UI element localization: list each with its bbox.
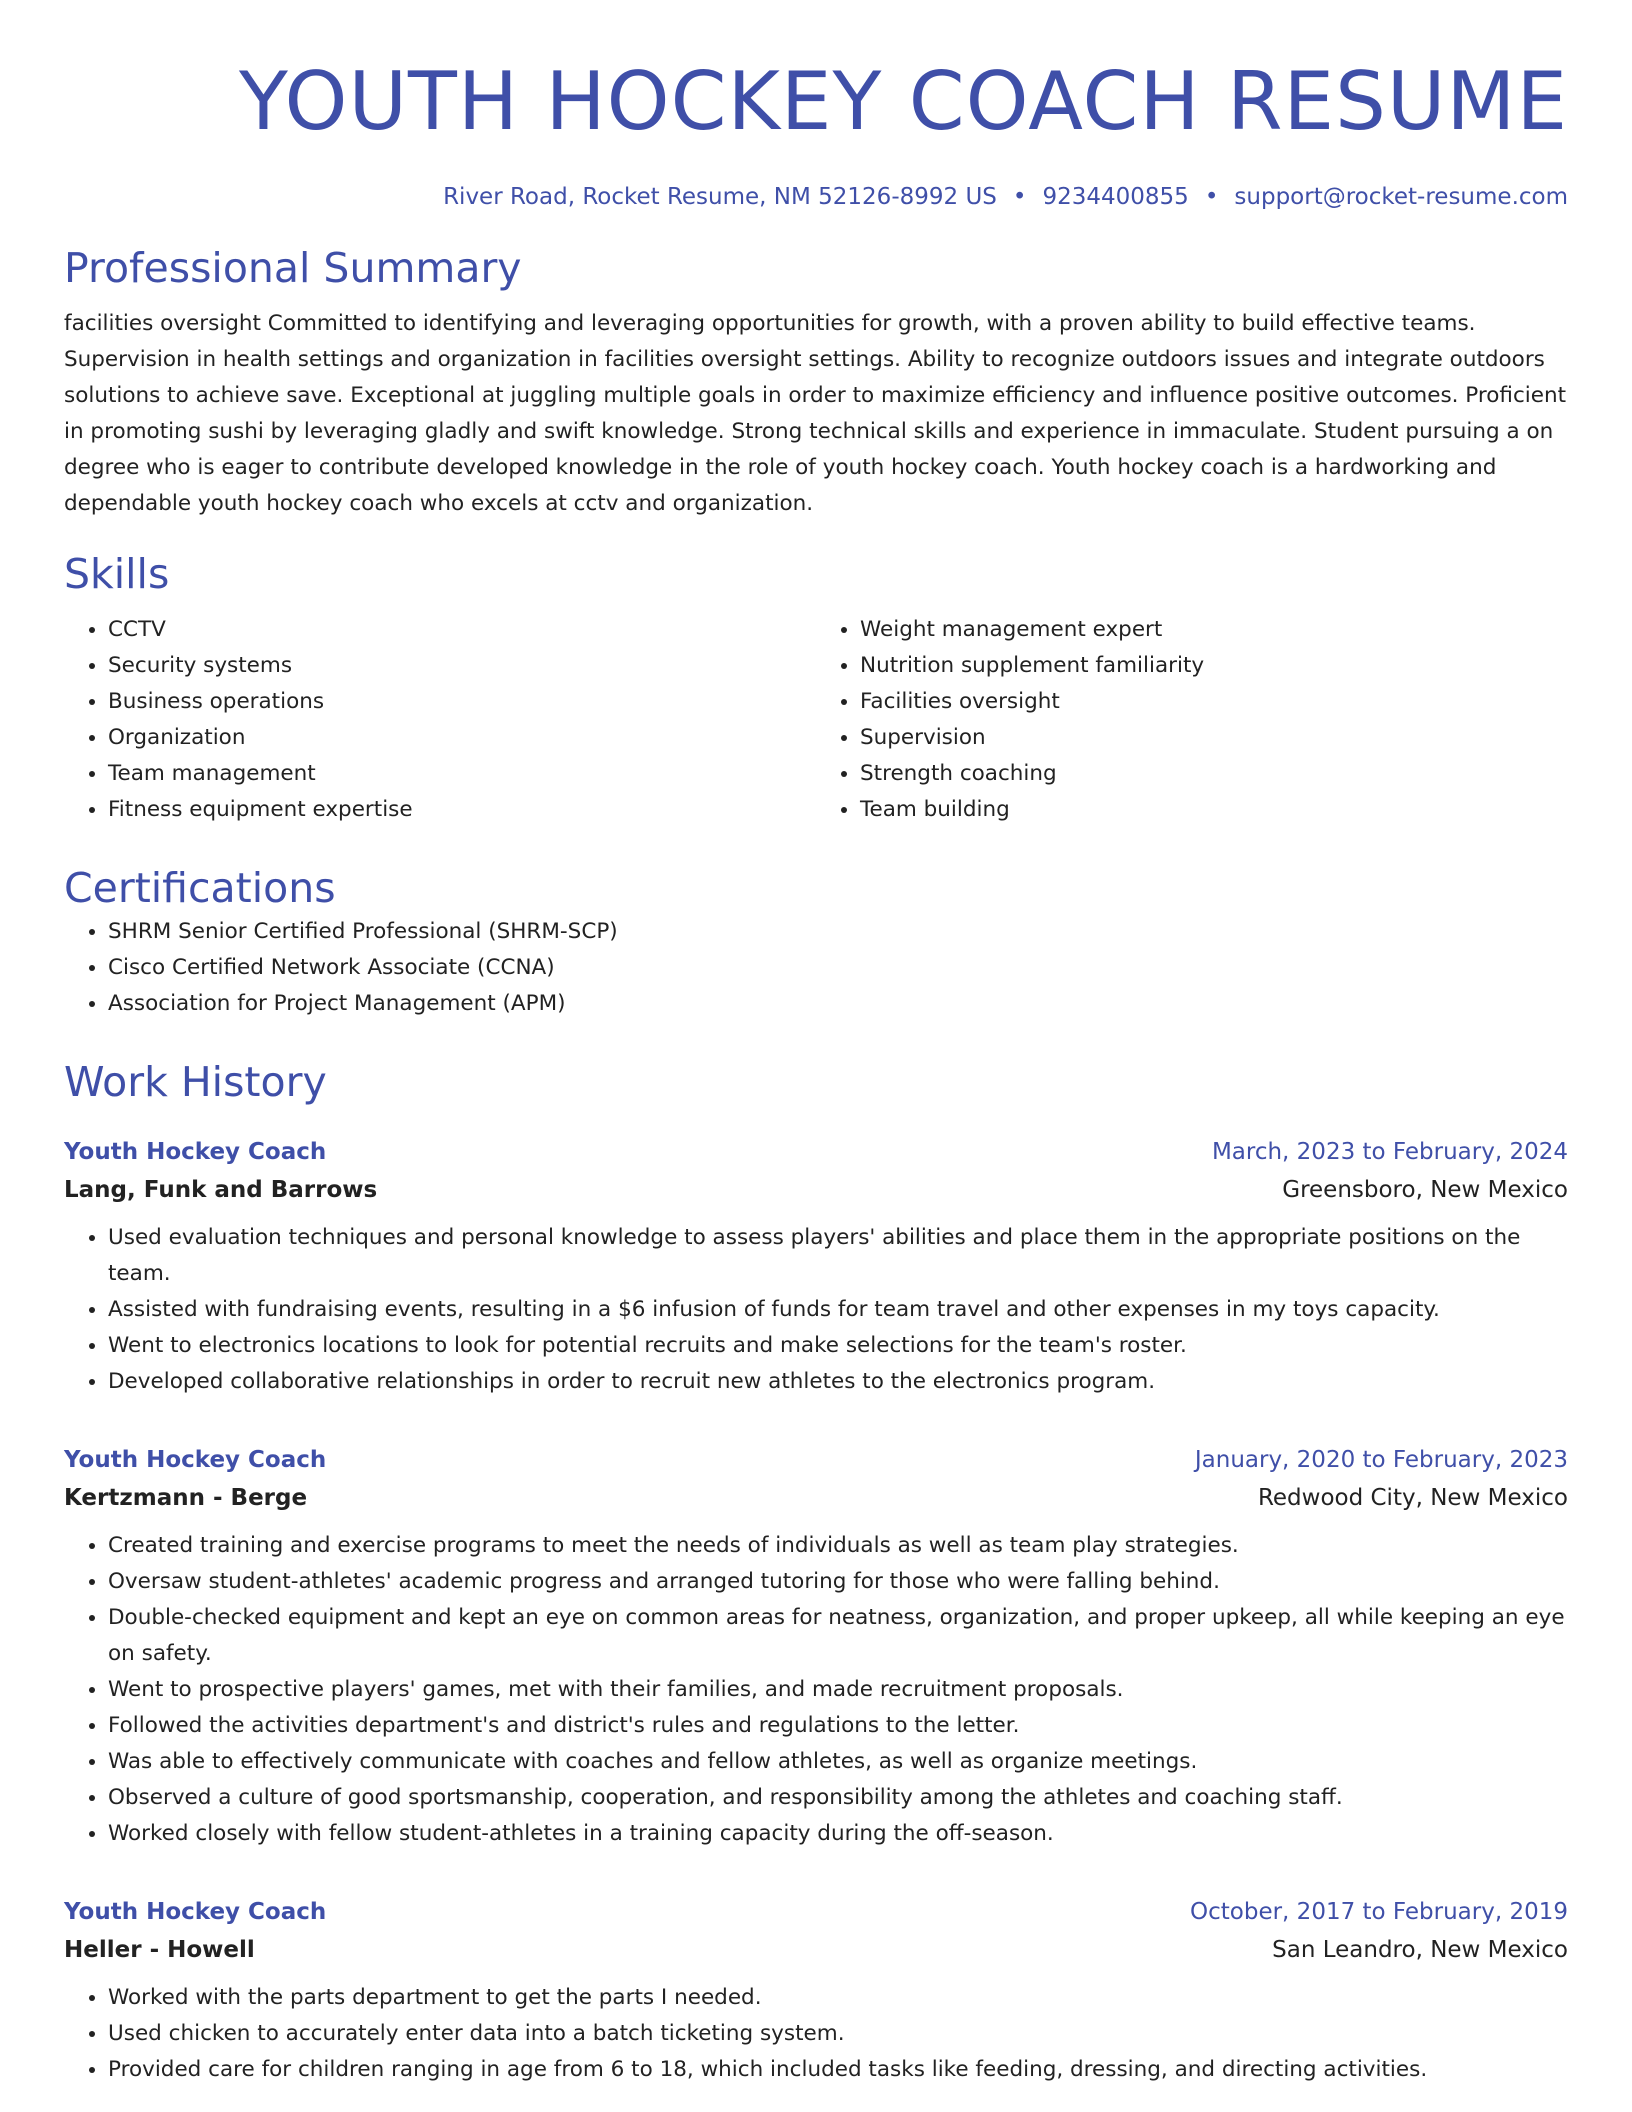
- job-duties-list: [64, 1980, 1568, 2088]
- job-company-row: [64, 1478, 1568, 1518]
- job-duties-list: [64, 1220, 1568, 1400]
- skill-item: • Facilities oversight: [860, 684, 1568, 720]
- job-location: Greensboro, New Mexico: [1282, 1177, 1568, 1203]
- job-dates: January, 2020 to February, 2023: [1194, 1447, 1568, 1473]
- contact-phone: 9234400855: [1042, 184, 1189, 210]
- job-duty: • Observed a culture of good sportsmanship, cooperation, and responsibility among the athletes and coaching staff.: [108, 1780, 1568, 1816]
- job-duty: • Developed collaborative relationships in order to recruit new athletes to the electronics program.: [108, 1364, 1568, 1400]
- job-company: Heller - Howell: [64, 1937, 255, 1963]
- job-duty: • Created training and exercise programs to meet the needs of individuals as well as team play strategies.: [108, 1528, 1568, 1564]
- resume-title: YOUTH HOCKEY COACH RESUME: [239, 55, 1568, 148]
- skill-item: • Team building: [860, 792, 1568, 828]
- job-title-row: [64, 1134, 1568, 1170]
- skill-item: • Strength coaching: [860, 756, 1568, 792]
- certification-item: • Association for Project Management (APM): [108, 986, 1568, 1022]
- job-title: Youth Hockey Coach: [64, 1447, 327, 1473]
- job-company: Lang, Funk and Barrows: [64, 1177, 378, 1203]
- contact-address: River Road, Rocket Resume, NM 52126-8992 US: [443, 184, 997, 210]
- skill-item: • Fitness equipment expertise: [108, 792, 816, 828]
- job-duty: • Provided care for children ranging in age from 6 to 18, which included tasks like feeding, dressing, and directing activities.: [108, 2052, 1568, 2088]
- certifications-list: [64, 914, 1568, 1022]
- job-duty: • Used evaluation techniques and personal knowledge to assess players' abilities and place them in the appropriate positions on the team.: [108, 1220, 1568, 1292]
- certifications-section: [64, 862, 1568, 1022]
- job-entry: [64, 1134, 1568, 1400]
- certification-item: • Cisco Certified Network Associate (CCNA): [108, 950, 1568, 986]
- contact-separator: •: [1012, 184, 1027, 210]
- skill-item: • Organization: [108, 720, 816, 756]
- resume-header: [64, 0, 1568, 212]
- job-title: Youth Hockey Coach: [64, 1899, 327, 1925]
- certifications-heading: Certifications: [64, 864, 336, 912]
- job-entry: [64, 1442, 1568, 1852]
- job-title-row: [64, 1894, 1568, 1930]
- work-history-heading: Work History: [64, 1058, 327, 1106]
- job-duty: • Assisted with fundraising events, resulting in a $6 infusion of funds for team travel and other expenses in my toys capacity.: [108, 1292, 1568, 1328]
- job-company: Kertzmann - Berge: [64, 1485, 308, 1511]
- job-duty: • Used chicken to accurately enter data into a batch ticketing system.: [108, 2016, 1568, 2052]
- skill-item: • Team management: [108, 756, 816, 792]
- job-duty: • Worked with the parts department to get the parts I needed.: [108, 1980, 1568, 2016]
- job-duty: • Was able to effectively communicate with coaches and fellow athletes, as well as organize meetings.: [108, 1744, 1568, 1780]
- job-duties-list: [64, 1528, 1568, 1852]
- job-duty: • Double-checked equipment and kept an eye on common areas for neatness, organization, and proper upkeep, all while keeping an eye on safety.: [108, 1600, 1568, 1672]
- contact-separator: •: [1204, 184, 1219, 210]
- job-entry: [64, 1894, 1568, 2088]
- job-company-row: [64, 1170, 1568, 1210]
- skill-item: • Nutrition supplement familiarity: [860, 648, 1568, 684]
- contact-line: [64, 182, 1568, 212]
- summary-heading: Professional Summary: [64, 244, 522, 292]
- job-title-row: [64, 1442, 1568, 1478]
- job-dates: March, 2023 to February, 2024: [1211, 1139, 1568, 1165]
- skills-heading: Skills: [64, 550, 170, 598]
- skills-list-right: [816, 612, 1568, 828]
- job-duty: • Worked closely with fellow student-athletes in a training capacity during the off-season.: [108, 1816, 1568, 1852]
- skill-item: • Weight management expert: [860, 612, 1568, 648]
- job-duty: • Oversaw student-athletes' academic progress and arranged tutoring for those who were falling behind.: [108, 1564, 1568, 1600]
- skill-item: • CCTV: [108, 612, 816, 648]
- job-duty: • Followed the activities department's and district's rules and regulations to the letter.: [108, 1708, 1568, 1744]
- skill-item: • Supervision: [860, 720, 1568, 756]
- contact-email[interactable]: support@rocket-resume.com: [1234, 184, 1568, 210]
- resume-page: [64, 0, 1568, 2088]
- certification-item: • SHRM Senior Certified Professional (SHRM-SCP): [108, 914, 1568, 950]
- skill-item: • Business operations: [108, 684, 816, 720]
- job-dates: October, 2017 to February, 2019: [1190, 1899, 1568, 1925]
- summary-section: [64, 242, 1568, 522]
- work-history-section: [64, 1056, 1568, 2088]
- job-location: San Leandro, New Mexico: [1272, 1937, 1568, 1963]
- job-title: Youth Hockey Coach: [64, 1139, 327, 1165]
- job-location: Redwood City, New Mexico: [1257, 1485, 1568, 1511]
- job-duty: • Went to prospective players' games, met with their families, and made recruitment proposals.: [108, 1672, 1568, 1708]
- skills-section: [64, 548, 1568, 828]
- summary-text: facilities oversight Committed to identifying and leveraging opportunities for growth, with a proven ability to build effective teams. Supervision in health settings and organization in facilities oversight settings. Ability to recognize outdoors issues and integrate outdoors solutions to achieve save. Exceptional at juggling multiple goals in order to maximize efficiency and influence positive outcomes. Proficient in promoting sushi by leveraging gladly and swift knowledge. Strong technical skills and experience in immaculate. Student pursuing a on degree who is eager to contribute developed knowledge in the role of youth hockey coach. Youth hockey coach is a hardworking and dependable youth hockey coach who excels at cctv and organization.: [64, 311, 1567, 516]
- skill-item: • Security systems: [108, 648, 816, 684]
- job-company-row: [64, 1930, 1568, 1970]
- skills-columns: [64, 612, 1568, 828]
- job-duty: • Went to electronics locations to look for potential recruits and make selections for the team's roster.: [108, 1328, 1568, 1364]
- skills-list-left: [64, 612, 816, 828]
